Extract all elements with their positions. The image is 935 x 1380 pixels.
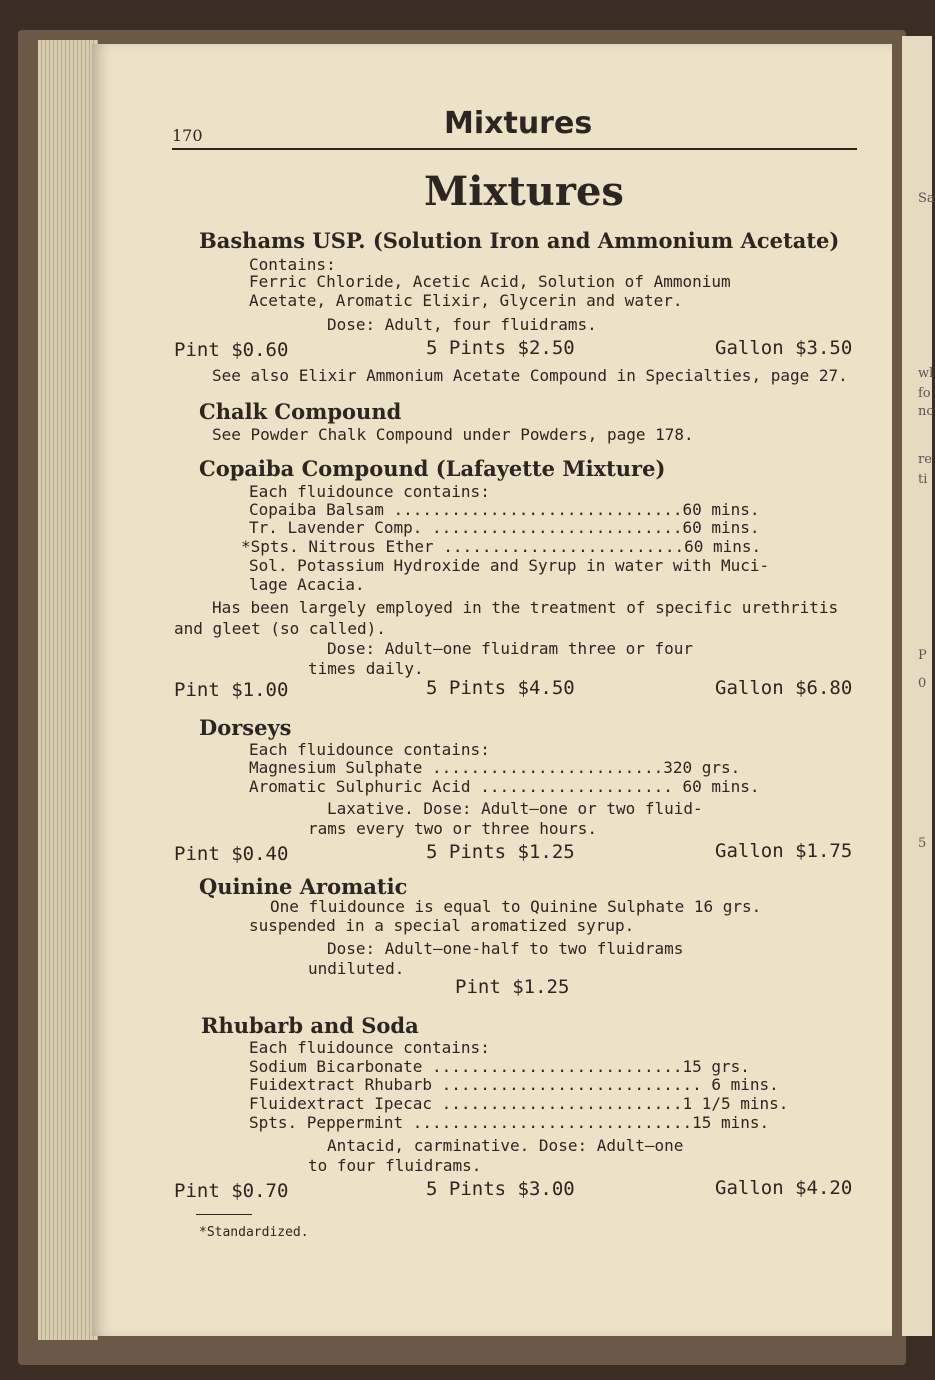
price-pint: Pint $1.00 [174, 679, 289, 701]
price-pint: Pint $1.25 [455, 976, 570, 998]
dose-line: Antacid, carminative. Dose: Adult—one [327, 1136, 684, 1155]
next-page-fragment: ti [918, 472, 928, 487]
price-gallon: Gallon $4.20 [715, 1177, 853, 1199]
next-page-fragment: nc [918, 404, 934, 419]
price-gallon: Gallon $6.80 [715, 677, 853, 699]
header-rule [172, 148, 857, 150]
price-pint: Pint $0.40 [174, 843, 289, 865]
next-page-edge [902, 36, 935, 1336]
description-line: suspended in a special aromatized syrup. [249, 916, 635, 935]
price-gallon: Gallon $3.50 [715, 337, 853, 359]
running-header-title: Mixtures [444, 106, 593, 141]
page-title: Mixtures [424, 168, 624, 215]
section-heading-rhubarb: Rhubarb and Soda [201, 1013, 419, 1038]
price-pint: Pint $0.70 [174, 1180, 289, 1202]
section-heading-chalk: Chalk Compound [199, 399, 402, 424]
next-page-fragment: P [918, 648, 927, 663]
dose-line: to four fluidrams. [308, 1156, 482, 1175]
dose-text: Dose: Adult, four fluidrams. [327, 315, 597, 334]
ingredient-line: *Spts. Nitrous Ether .........................60 mins. [241, 537, 762, 556]
section-heading-quinine: Quinine Aromatic [199, 874, 408, 899]
dose-line: Dose: Adult—one fluidram three or four [327, 639, 694, 658]
ingredient-line: Spts. Peppermint .............................15 mins. [249, 1113, 770, 1132]
contains-label: Each fluidounce contains: [249, 1038, 490, 1057]
page-edges [38, 40, 98, 1340]
ingredient-line: Aromatic Sulphuric Acid .................... 60 mins. [249, 777, 760, 796]
ingredient-line: Fuidextract Rhubarb ........................... 6 mins. [249, 1075, 779, 1094]
price-5-pints: 5 Pints $4.50 [426, 677, 575, 699]
footnote: *Standardized. [199, 1225, 309, 1240]
contents-line: Acetate, Aromatic Elixir, Glycerin and water. [249, 291, 683, 310]
footnote-rule [196, 1214, 252, 1215]
dose-line: Dose: Adult—one-half to two fluidrams [327, 939, 684, 958]
ingredient-line: Copaiba Balsam ..............................60 mins. [249, 500, 760, 519]
next-page-fragment: re [918, 452, 932, 467]
price-pint: Pint $0.60 [174, 339, 289, 361]
extra-line: lage Acacia. [249, 575, 365, 594]
next-page-fragment: Sa [918, 191, 935, 206]
price-5-pints: 5 Pints $2.50 [426, 337, 575, 359]
price-gallon: Gallon $1.75 [715, 840, 853, 862]
contents-line: Ferric Chloride, Acetic Acid, Solution of Ammonium [249, 272, 731, 291]
description-line: One fluidounce is equal to Quinine Sulphate 16 grs. [270, 897, 762, 916]
section-heading-bashams: Bashams USP. (Solution Iron and Ammonium Acetate) [199, 228, 840, 253]
contains-label: Each fluidounce contains: [249, 482, 490, 501]
page-number: 170 [172, 126, 203, 145]
contains-label: Each fluidounce contains: [249, 740, 490, 759]
ingredient-line: Magnesium Sulphate ........................320 grs. [249, 758, 741, 777]
next-page-fragment: fo [918, 386, 931, 401]
usage-line: and gleet (so called). [174, 619, 386, 638]
next-page-fragment: 5 [918, 836, 927, 851]
dose-line: Laxative. Dose: Adult—one or two fluid- [327, 799, 703, 818]
see-also-note: See also Elixir Ammonium Acetate Compound in Specialties, page 27. [212, 366, 848, 385]
see-note: See Powder Chalk Compound under Powders, page 178. [212, 425, 694, 444]
section-heading-copaiba: Copaiba Compound (Lafayette Mixture) [199, 456, 666, 481]
ingredient-line: Tr. Lavender Comp. ..........................60 mins. [249, 518, 760, 537]
dose-line: undiluted. [308, 959, 405, 978]
contains-label: Contains: [249, 255, 336, 274]
next-page-fragment: 0 [918, 676, 927, 691]
next-page-fragment: wl [918, 366, 934, 381]
price-5-pints: 5 Pints $1.25 [426, 841, 575, 863]
price-5-pints: 5 Pints $3.00 [426, 1178, 575, 1200]
extra-line: Sol. Potassium Hydroxide and Syrup in water with Muci- [249, 556, 770, 575]
dose-line: times daily. [308, 659, 424, 678]
section-heading-dorseys: Dorseys [199, 715, 292, 740]
ingredient-line: Fluidextract Ipecac .........................1 1/5 mins. [249, 1094, 789, 1113]
usage-line: Has been largely employed in the treatment of specific urethritis [212, 598, 839, 617]
dose-line: rams every two or three hours. [308, 819, 597, 838]
ingredient-line: Sodium Bicarbonate ..........................15 grs. [249, 1057, 750, 1076]
